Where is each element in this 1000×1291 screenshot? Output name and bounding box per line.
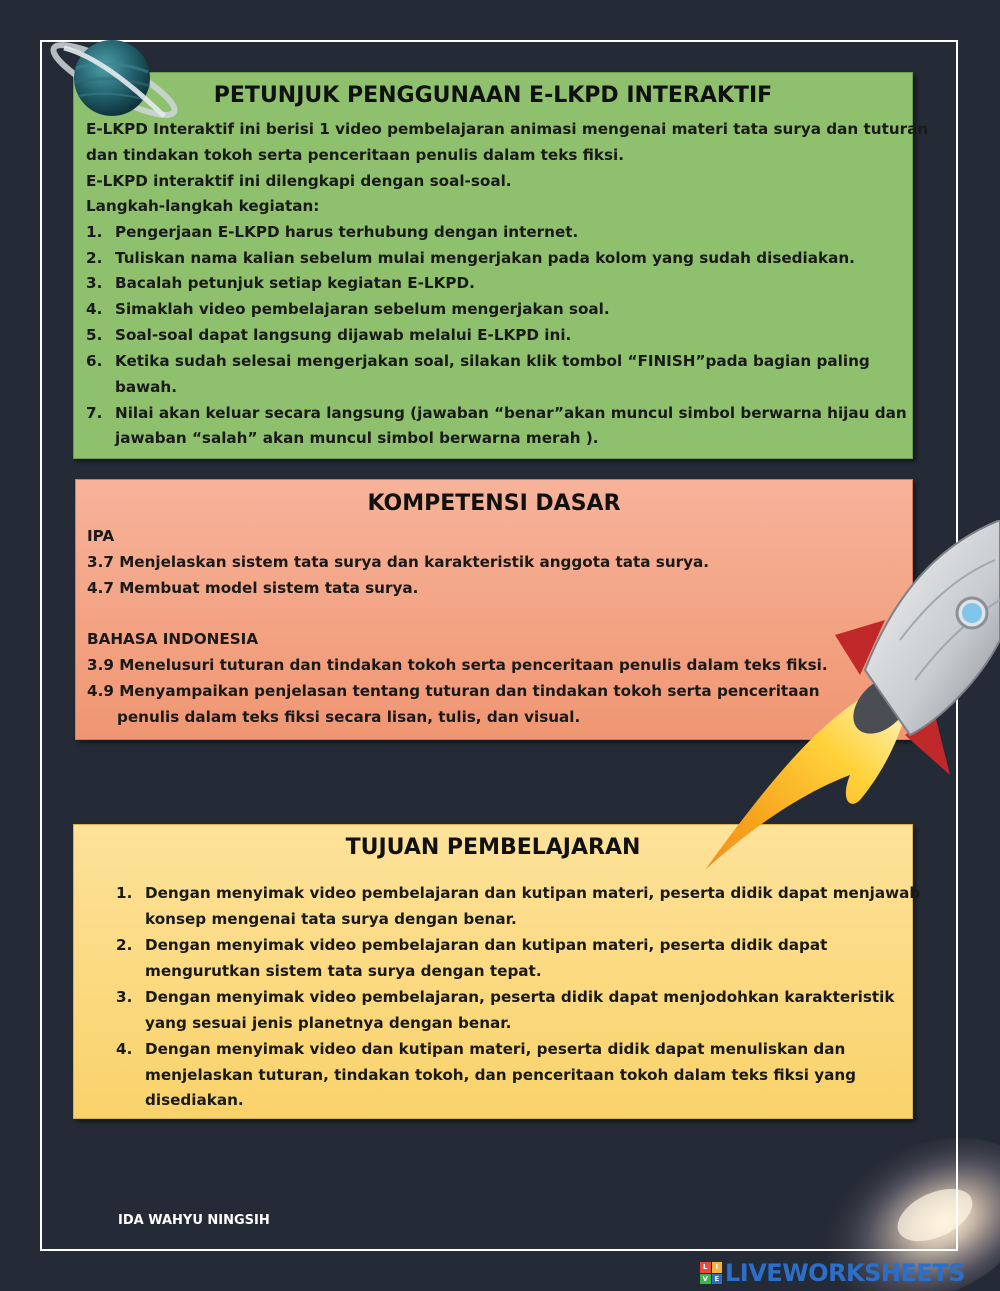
author-name: IDA WAHYU NINGSIH (118, 1213, 270, 1228)
step-number: 6. (86, 352, 103, 370)
objective-number: 1. (116, 884, 133, 902)
objectives-title: TUJUAN PEMBELAJARAN (345, 835, 641, 860)
step-text: Soal-soal dapat langsung dijawab melalui E-LKPD ini. (115, 326, 572, 344)
competency-item: 3.7 Menjelaskan sistem tata surya dan karakteristik anggota tata surya. (87, 553, 710, 571)
liveworksheets-watermark (700, 1260, 965, 1286)
logo-letter: E (712, 1274, 723, 1285)
objective-text: konsep mengenai tata surya dengan benar. (145, 910, 517, 928)
step-number: 2. (86, 249, 103, 267)
step-text: Ketika sudah selesai mengerjakan soal, silakan klik tombol “FINISH”pada bagian paling (115, 352, 870, 370)
competency-item: 3.9 Menelusuri tuturan dan tindakan tokoh serta penceritaan penulis dalam teks fiksi. (87, 656, 828, 674)
step-number: 1. (86, 223, 103, 241)
objective-text: Dengan menyimak video pembelajaran, peserta didik dapat menjodohkan karakteristik (145, 988, 895, 1006)
watermark-text: LIVEWORKSHEETS (725, 1259, 965, 1287)
intro-line: Langkah-langkah kegiatan: (86, 197, 320, 215)
objective-number: 2. (116, 936, 133, 954)
ipa-heading: IPA (87, 527, 115, 545)
step-text: Tuliskan nama kalian sebelum mulai mengerjakan pada kolom yang sudah disediakan. (115, 249, 855, 267)
liveworksheets-logo-icon (700, 1262, 722, 1284)
competency-item: 4.9 Menyampaikan penjelasan tentang tuturan dan tindakan tokoh serta penceritaan (87, 682, 820, 700)
bi-heading: BAHASA INDONESIA (87, 630, 259, 648)
objective-text: mengurutkan sistem tata surya dengan tepat. (145, 962, 542, 980)
planet-illustration (44, 38, 184, 128)
objective-text: Dengan menyimak video pembelajaran dan kutipan materi, peserta didik dapat (145, 936, 828, 954)
objective-number: 4. (116, 1040, 133, 1058)
objective-text: yang sesuai jenis planetnya dengan benar. (145, 1014, 512, 1032)
logo-letter: V (700, 1274, 711, 1285)
objective-text: Dengan menyimak video dan kutipan materi, peserta didik dapat menuliskan dan (145, 1040, 846, 1058)
step-text: jawaban “salah” akan muncul simbol berwarna merah ). (115, 429, 599, 447)
competency-title: KOMPETENSI DASAR (367, 491, 621, 516)
instructions-panel (73, 72, 929, 459)
rocket-illustration (700, 520, 1000, 880)
step-text: bawah. (115, 378, 177, 396)
step-number: 5. (86, 326, 103, 344)
instructions-title: PETUNJUK PENGGUNAAN E-LKPD INTERAKTIF (213, 83, 773, 108)
step-text: Simaklah video pembelajaran sebelum mengerjakan soal. (115, 300, 610, 318)
intro-line: E-LKPD Interaktif ini berisi 1 video pembelajaran animasi mengenai materi tata surya dan tuturan (86, 120, 929, 138)
competency-item: 4.7 Membuat model sistem tata surya. (87, 579, 419, 597)
step-text: Bacalah petunjuk setiap kegiatan E-LKPD. (115, 274, 475, 292)
step-number: 7. (86, 404, 103, 422)
objective-text: disediakan. (145, 1091, 244, 1109)
logo-letter: L (700, 1262, 711, 1273)
objective-text: menjelaskan tuturan, tindakan tokoh, dan penceritaan tokoh dalam teks fiksi yang (145, 1066, 857, 1084)
step-text: Nilai akan keluar secara langsung (jawaban “benar”akan muncul simbol berwarna hijau dan (115, 404, 907, 422)
step-number: 3. (86, 274, 103, 292)
step-text: Pengerjaan E-LKPD harus terhubung dengan internet. (115, 223, 579, 241)
competency-item: penulis dalam teks fiksi secara lisan, tulis, dan visual. (117, 708, 581, 726)
intro-line: dan tindakan tokoh serta penceritaan penulis dalam teks fiksi. (86, 146, 625, 164)
objective-text: Dengan menyimak video pembelajaran dan kutipan materi, peserta didik dapat menjawab (145, 884, 921, 902)
step-number: 4. (86, 300, 103, 318)
intro-line: E-LKPD interaktif ini dilengkapi dengan soal-soal. (86, 172, 512, 190)
logo-letter: I (712, 1262, 723, 1273)
objective-number: 3. (116, 988, 133, 1006)
